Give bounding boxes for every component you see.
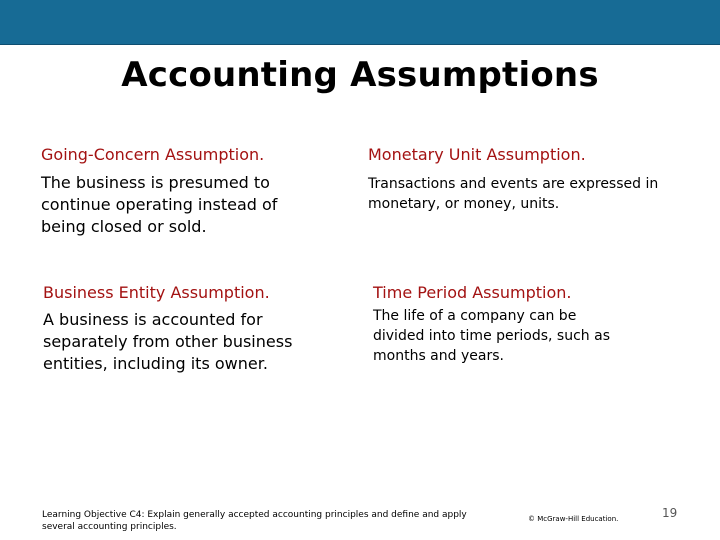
monetary-unit-heading: Monetary Unit Assumption. (368, 145, 586, 164)
going-concern-description: The business is presumed to continue operating instead of being closed or sold. (41, 173, 278, 236)
top-banner (0, 0, 720, 45)
time-period-description: The life of a company can be divided into time periods, such as months and years. (373, 308, 610, 364)
time-period-block (373, 282, 621, 366)
learning-objective: Learning Objective C4: Explain generally accepted accounting principles and define and apply several accounting principles. (42, 510, 467, 532)
going-concern-block (41, 144, 311, 238)
going-concern-heading: Going-Concern Assumption. (41, 145, 265, 164)
copyright-notice: © McGraw-Hill Education. (528, 515, 619, 523)
slide-title: Accounting Assumptions (121, 55, 599, 95)
page-number: 19 (662, 506, 678, 520)
monetary-unit-block (368, 144, 668, 214)
time-period-heading: Time Period Assumption. (373, 283, 572, 302)
business-entity-heading: Business Entity Assumption. (43, 283, 270, 302)
business-entity-description: A business is accounted for separately from other business entities, including its owner. (43, 310, 293, 373)
business-entity-block (43, 282, 305, 375)
monetary-unit-description: Transactions and events are expressed in monetary, or money, units. (368, 176, 659, 212)
